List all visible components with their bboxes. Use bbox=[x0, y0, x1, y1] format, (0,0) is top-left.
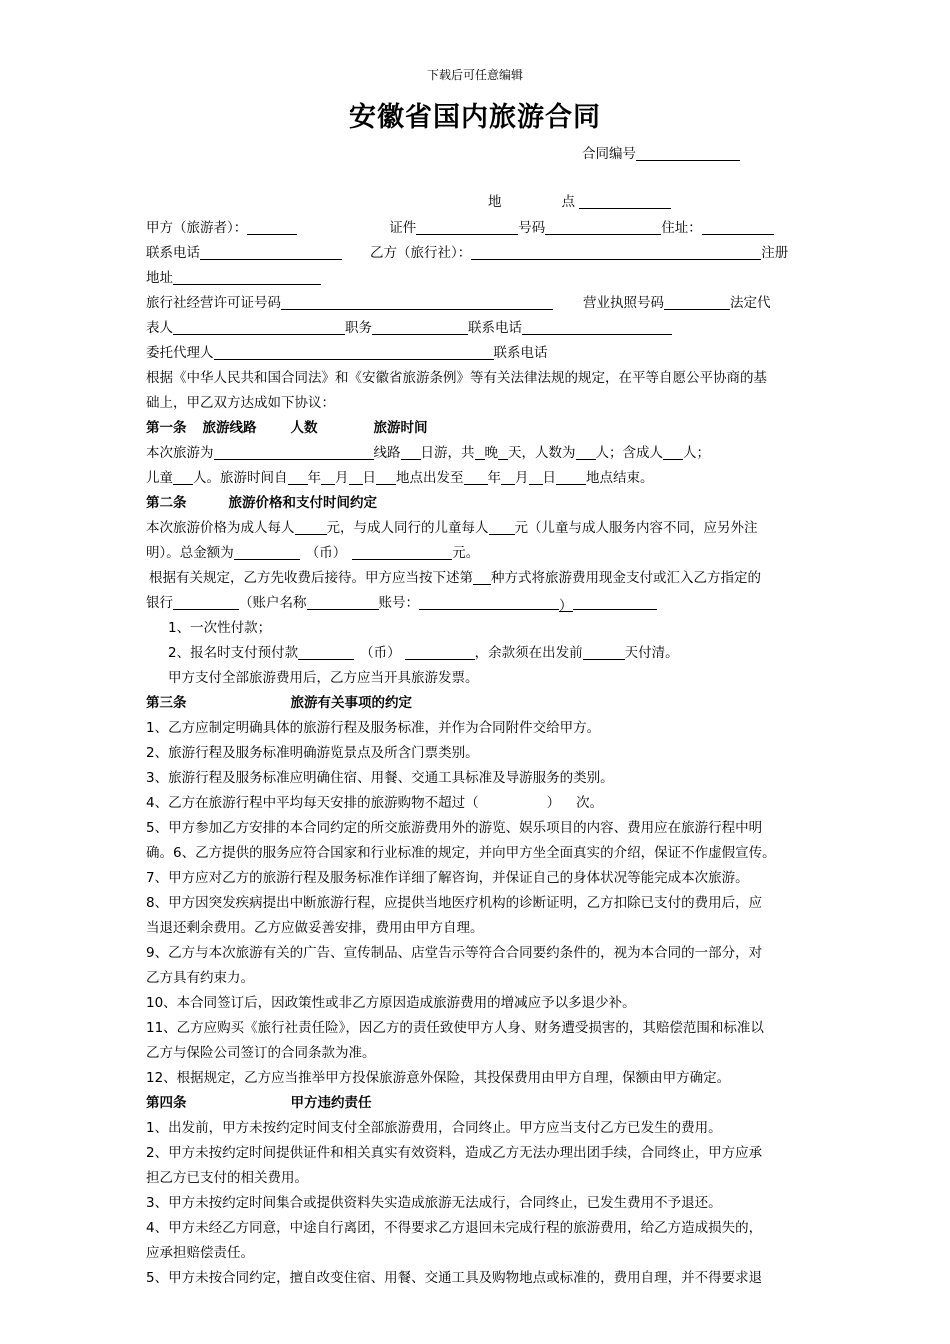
text: （币） bbox=[360, 645, 401, 661]
page-title: 安徽省国内旅游合同 bbox=[349, 102, 601, 133]
text: 根据有关规定，乙方先收费后接待。甲方应当按下述第 bbox=[149, 570, 473, 586]
license-field[interactable] bbox=[281, 295, 553, 310]
text: 年 bbox=[307, 470, 321, 486]
text: 人； bbox=[683, 445, 710, 461]
article-2-line-2 bbox=[146, 544, 479, 562]
article-3-line-14: 乙方与保险公司签订的合同条款为准。 bbox=[146, 1045, 376, 1061]
reg-address-label: 地址 bbox=[146, 270, 173, 286]
phone-field[interactable] bbox=[200, 245, 342, 260]
article-4-line-2: 2、甲方未按约定时间提供证件和相关真实有效资料，造成乙方无法办理出团手续，合同终止，甲方应承 bbox=[146, 1145, 763, 1161]
article-3-line-6: 确。6、乙方提供的服务应符合国家和行业标准的规定，并向甲方坐全面真实的介绍，保证不作虚假宣传。 bbox=[146, 845, 776, 861]
total-amount-field[interactable] bbox=[234, 545, 300, 560]
text: 银行 bbox=[146, 595, 173, 611]
article-3-title bbox=[146, 694, 412, 712]
agent-field[interactable] bbox=[214, 345, 494, 360]
article-4-num: 第四条 bbox=[146, 1095, 187, 1111]
agent-row bbox=[146, 344, 548, 362]
start-place-field[interactable] bbox=[376, 470, 396, 485]
license-label: 旅行社经营许可证号码 bbox=[146, 295, 281, 311]
legal-rep-row bbox=[146, 319, 672, 337]
text: ，余款须在出发前 bbox=[474, 645, 583, 661]
deposit-field[interactable] bbox=[298, 645, 354, 660]
days-field[interactable] bbox=[401, 445, 421, 460]
child-price-field[interactable] bbox=[489, 520, 515, 535]
reg-address-field[interactable] bbox=[173, 270, 321, 285]
party-a-label: 甲方（旅游者）： bbox=[146, 220, 248, 236]
article-2-num: 第二条 bbox=[146, 495, 187, 511]
end-day-field[interactable] bbox=[529, 470, 543, 485]
article-3-line-10: 9、乙方与本次旅游有关的广告、宣传制品、店堂告示等符合合同要约条件的，视为本合同的一部分，对 bbox=[146, 945, 763, 961]
party-b-label: 乙方（旅行社）： bbox=[370, 245, 472, 261]
phone2-label: 联系电话 bbox=[468, 320, 522, 336]
total-amount-words-field[interactable] bbox=[352, 545, 452, 560]
end-year-field[interactable] bbox=[464, 470, 488, 485]
license-row bbox=[146, 294, 771, 312]
article-1-count: 人数 bbox=[290, 420, 318, 436]
text: 月 bbox=[515, 470, 529, 486]
text: ） bbox=[546, 795, 561, 811]
party-b-name-field[interactable] bbox=[471, 245, 761, 260]
start-month-field[interactable] bbox=[321, 470, 335, 485]
biz-license-label: 营业执照号码 bbox=[583, 295, 664, 311]
account-end-field[interactable] bbox=[573, 595, 657, 610]
text: 次。 bbox=[576, 795, 604, 811]
text: 2、报名时支付预付款 bbox=[168, 645, 299, 661]
article-3-line-5: 5、甲方参加乙方安排的本合同约定的所交旅游费用外的游览、娱乐项目的内容、费用应在旅游行程中明 bbox=[146, 820, 763, 836]
id-number-field[interactable] bbox=[545, 220, 661, 235]
account-name-field[interactable] bbox=[307, 595, 379, 610]
text: 本次旅游价格为成人每人 bbox=[146, 520, 295, 536]
legal-rep-label-2: 表人 bbox=[146, 320, 173, 336]
text: 人。旅游时间自 bbox=[193, 470, 288, 486]
article-1-num: 第一条 bbox=[146, 420, 187, 436]
text: 儿童 bbox=[146, 470, 173, 486]
addr-label: 住址： bbox=[661, 220, 702, 236]
total-days-field[interactable] bbox=[498, 445, 508, 460]
start-year-field[interactable] bbox=[288, 470, 308, 485]
article-3-line-1: 1、乙方应制定明确具体的旅游行程及服务标准，并作为合同附件交给甲方。 bbox=[146, 720, 601, 736]
article-2-line-6 bbox=[168, 644, 679, 662]
reg-label: 注册 bbox=[761, 245, 789, 261]
article-4-title bbox=[146, 1094, 372, 1112]
legal-rep-label-1: 法定代 bbox=[730, 295, 771, 311]
article-1-line-1 bbox=[146, 444, 710, 462]
intro-line-2: 础上，甲乙双方达成如下协议： bbox=[146, 395, 335, 411]
text: 本次旅游为 bbox=[146, 445, 214, 461]
start-day-field[interactable] bbox=[349, 470, 363, 485]
position-field[interactable] bbox=[372, 320, 468, 335]
reg-address-row bbox=[146, 269, 321, 287]
article-2-title bbox=[146, 494, 377, 512]
adults-field[interactable] bbox=[663, 445, 683, 460]
payment-method-field[interactable] bbox=[473, 570, 491, 585]
id-label: 证件 bbox=[389, 220, 417, 236]
account-number-field[interactable] bbox=[419, 595, 559, 610]
article-2-line-3 bbox=[149, 569, 761, 587]
legal-rep-field[interactable] bbox=[173, 320, 345, 335]
text: 日 bbox=[362, 470, 376, 486]
num-label: 号码 bbox=[518, 220, 546, 236]
place-label-1: 地 bbox=[488, 194, 502, 210]
article-3-line-15: 12、根据规定，乙方应当推举甲方投保旅游意外保险，其投保费用由甲方自理，保额由甲方确定。 bbox=[146, 1070, 731, 1086]
text: 线路 bbox=[373, 445, 401, 461]
place-row bbox=[488, 193, 671, 211]
article-1-route: 旅游线路 bbox=[202, 420, 257, 436]
contract-no-label: 合同编号 bbox=[582, 146, 636, 162]
nights-field[interactable] bbox=[475, 445, 485, 460]
article-4-line-1: 1、出发前，甲方未按约定时间支付全部旅游费用，合同终止。甲方应当支付乙方已发生的费用。 bbox=[146, 1120, 722, 1136]
article-4-line-5: 4、甲方未经乙方同意，中途自行离团，不得要求乙方退回未完成行程的旅游费用，给乙方造成损失的， bbox=[146, 1220, 763, 1236]
text: 元（儿童与成人服务内容不同，应另外注 bbox=[514, 520, 758, 536]
deposit-words-field[interactable] bbox=[405, 645, 475, 660]
children-field[interactable] bbox=[173, 470, 193, 485]
party-a-row bbox=[146, 219, 774, 237]
text: （账户名称 bbox=[239, 595, 307, 611]
text: 年 bbox=[487, 470, 501, 486]
article-3-line-7: 7、甲方应对乙方的旅游行程及服务标准作详细了解咨询，并保证自己的身体状况等能完成本次旅游。 bbox=[146, 870, 749, 886]
article-2-line-1 bbox=[146, 519, 758, 537]
article-1-title bbox=[146, 419, 428, 437]
text: 晚 bbox=[484, 445, 498, 461]
place-label-2: 点 bbox=[561, 194, 575, 210]
text: 月 bbox=[335, 470, 349, 486]
text: 人；含成人 bbox=[595, 445, 663, 461]
agent-label: 委托代理人 bbox=[146, 345, 214, 361]
article-3-line-11: 乙方具有约束力。 bbox=[146, 970, 254, 986]
text: 天，人数为 bbox=[508, 445, 576, 461]
article-4-heading: 甲方违约责任 bbox=[290, 1095, 372, 1111]
article-1-time: 旅游时间 bbox=[373, 420, 428, 436]
balance-days-field[interactable] bbox=[583, 645, 625, 660]
text: 4、乙方在旅游行程中平均每天安排的旅游购物不超过（ bbox=[146, 795, 479, 811]
text: 日 bbox=[542, 470, 556, 486]
article-4-line-7: 5、甲方未按合同约定，擅自改变住宿、用餐、交通工具及购物地点或标准的，费用自理，并不得要求退 bbox=[146, 1270, 763, 1286]
article-3-line-8: 8、甲方因突发疾病提出中断旅游行程，应提供当地医疗机构的诊断证明，乙方扣除已支付的费用后，应 bbox=[146, 895, 763, 911]
text: 地点结束。 bbox=[586, 470, 654, 486]
id-type-field[interactable] bbox=[416, 220, 518, 235]
article-2-heading: 旅游价格和支付时间约定 bbox=[228, 495, 377, 511]
article-3-line-9: 当退还剩余费用。乙方应做妥善安排，费用由甲方自理。 bbox=[146, 920, 484, 936]
article-4-line-6: 应承担赔偿责任。 bbox=[146, 1245, 254, 1261]
article-3-line-12: 10、本合同签订后，因政策性或非乙方原因造成旅游费用的增减应予以多退少补。 bbox=[146, 995, 636, 1011]
adult-price-field[interactable] bbox=[295, 520, 327, 535]
phone3-label: 联系电话 bbox=[493, 345, 548, 361]
text: 种方式将旅游费用现金支付或汇入乙方指定的 bbox=[491, 570, 761, 586]
address-field[interactable] bbox=[702, 220, 774, 235]
article-3-line-2: 2、旅游行程及服务标准明确游览景点及所含门票类别。 bbox=[146, 745, 479, 761]
article-3-num: 第三条 bbox=[146, 695, 187, 711]
position-label: 职务 bbox=[345, 320, 372, 336]
phone2-field[interactable] bbox=[522, 320, 672, 335]
party-a-name-field[interactable] bbox=[247, 220, 297, 235]
text: （币） bbox=[305, 545, 347, 561]
route-field[interactable] bbox=[214, 445, 374, 460]
article-2-line-4 bbox=[146, 594, 657, 612]
article-3-line-4 bbox=[146, 794, 603, 812]
article-2-line-5: 1、一次性付款； bbox=[168, 620, 272, 636]
text: 账号： bbox=[378, 595, 419, 611]
place-field[interactable] bbox=[579, 194, 671, 209]
phone-label: 联系电话 bbox=[146, 245, 200, 261]
text: 元。 bbox=[452, 545, 480, 561]
contract-no-row bbox=[582, 145, 740, 163]
article-1-line-2 bbox=[146, 469, 654, 487]
article-2-line-7: 甲方支付全部旅游费用后，乙方应当开具旅游发票。 bbox=[168, 670, 479, 686]
text: ） bbox=[559, 598, 573, 614]
article-4-line-4: 3、甲方未按约定时间集合或提供资料失实造成旅游无法成行，合同终止，已发生费用不予退还。 bbox=[146, 1195, 722, 1211]
contract-no-field[interactable] bbox=[636, 146, 740, 161]
article-4-line-3: 担乙方已支付的相关费用。 bbox=[146, 1170, 308, 1186]
end-place-field[interactable] bbox=[556, 470, 586, 485]
text: 天付清。 bbox=[624, 645, 679, 661]
text: 元，与成人同行的儿童每人 bbox=[326, 520, 489, 536]
article-3-heading: 旅游有关事项的约定 bbox=[290, 695, 412, 711]
text: 日游，共 bbox=[420, 445, 475, 461]
top-note: 下载后可任意编辑 bbox=[426, 68, 523, 82]
text: 地点出发至 bbox=[396, 470, 464, 486]
article-3-line-3: 3、旅游行程及服务标准应明确住宿、用餐、交通工具标准及导游服务的类别。 bbox=[146, 770, 614, 786]
people-field[interactable] bbox=[576, 445, 596, 460]
article-3-line-13: 11、乙方应购买《旅行社责任险》，因乙方的责任致使甲方人身、财务遭受损害的，其赔偿范围和标准以 bbox=[146, 1020, 764, 1036]
end-month-field[interactable] bbox=[501, 470, 515, 485]
bank-field[interactable] bbox=[173, 595, 239, 610]
biz-license-field[interactable] bbox=[664, 295, 730, 310]
party-b-row bbox=[146, 244, 788, 262]
intro-line-1: 根据《中华人民共和国合同法》和《安徽省旅游条例》等有关法律法规的规定，在平等自愿公平协商的基 bbox=[146, 370, 767, 386]
text: 明）。总金额为 bbox=[146, 545, 234, 561]
